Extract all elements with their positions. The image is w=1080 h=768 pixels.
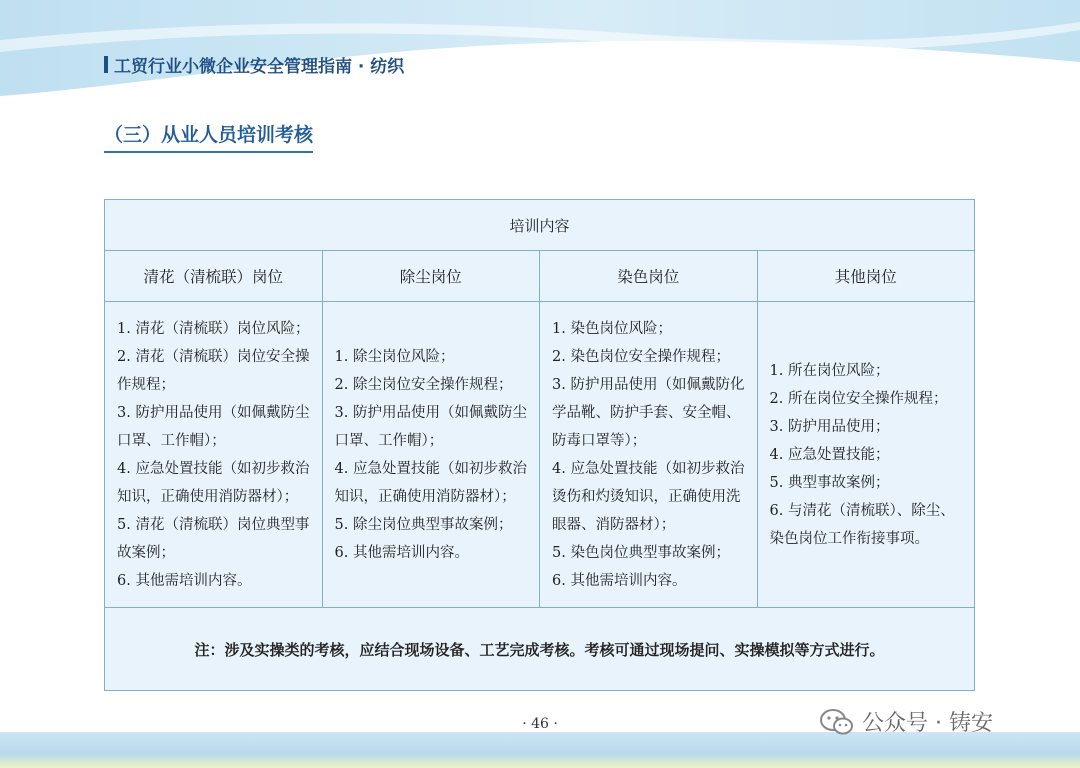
list-item: 3. 防护用品使用（如佩戴防尘口罩、工作帽）； bbox=[117, 404, 310, 449]
list-item: 4. 应急处置技能（如初步救治知识，正确使用消防器材）； bbox=[334, 460, 527, 505]
running-header-title: 工贸行业小微企业安全管理指南 · 纺织 bbox=[114, 57, 405, 77]
list-item: 1. 清花（清梳联）岗位风险； bbox=[117, 320, 310, 337]
column-heading-chuchen: 除尘岗位 bbox=[322, 251, 540, 302]
page-number: · 46 · bbox=[522, 716, 558, 732]
running-header bbox=[104, 52, 404, 77]
item-list bbox=[117, 315, 312, 595]
column-body-chuchen bbox=[322, 302, 540, 608]
training-table bbox=[104, 199, 975, 691]
item-list bbox=[552, 315, 747, 595]
list-item: 2. 清花（清梳联）岗位安全操作规程； bbox=[117, 348, 310, 393]
table-note: 注：涉及实操类的考核，应结合现场设备、工艺完成考核。考核可通过现场提问、实操模拟等方式进行。 bbox=[105, 608, 975, 691]
column-body-qita bbox=[757, 302, 975, 608]
list-item: 5. 除尘岗位典型事故案例； bbox=[334, 516, 513, 533]
table-caption: 培训内容 bbox=[105, 200, 975, 251]
watermark bbox=[820, 706, 993, 737]
section-title: （三）从业人员培训考核 bbox=[104, 120, 313, 153]
list-item: 1. 染色岗位风险； bbox=[552, 320, 672, 337]
item-list bbox=[770, 357, 965, 553]
list-item: 6. 其他需培训内容。 bbox=[117, 572, 252, 589]
column-heading-qinghua: 清花（清梳联）岗位 bbox=[105, 251, 323, 302]
list-item: 5. 染色岗位典型事故案例； bbox=[552, 544, 730, 561]
footer-band-decoration bbox=[0, 732, 1080, 768]
header-bar-mark bbox=[104, 56, 108, 73]
list-item: 3. 防护用品使用（如佩戴防化学品靴、防护手套、安全帽、防毒口罩等）； bbox=[552, 376, 745, 449]
list-item: 4. 应急处置技能（如初步救治烫伤和灼烫知识，正确使用洗眼器、消防器材）； bbox=[552, 460, 745, 533]
list-item: 6. 其他需培训内容。 bbox=[552, 572, 687, 589]
column-body-ranse bbox=[540, 302, 758, 608]
list-item: 6. 其他需培训内容。 bbox=[334, 544, 469, 561]
column-body-qinghua bbox=[105, 302, 323, 608]
list-item: 5. 典型事故案例； bbox=[769, 474, 890, 491]
wechat-icon bbox=[820, 708, 854, 736]
watermark-text: 公众号 · 铸安 bbox=[862, 711, 993, 736]
list-item: 5. 清花（清梳联）岗位典型事故案例； bbox=[117, 516, 310, 561]
column-heading-ranse: 染色岗位 bbox=[540, 251, 758, 302]
list-item: 4. 应急处置技能（如初步救治知识，正确使用消防器材）； bbox=[117, 460, 310, 505]
column-heading-qita: 其他岗位 bbox=[757, 251, 975, 302]
header-wave-decoration bbox=[0, 0, 1080, 100]
list-item: 6. 与清花（清梳联）、除尘、染色岗位工作衔接事项。 bbox=[769, 502, 955, 547]
list-item: 2. 所在岗位安全操作规程； bbox=[769, 390, 948, 407]
list-item: 1. 所在岗位风险； bbox=[769, 362, 890, 379]
list-item: 1. 除尘岗位风险； bbox=[334, 348, 455, 365]
list-item: 2. 染色岗位安全操作规程； bbox=[552, 348, 730, 365]
list-item: 4. 应急处置技能； bbox=[769, 446, 890, 463]
list-item: 3. 防护用品使用（如佩戴防尘口罩、工作帽）； bbox=[334, 404, 527, 449]
list-item: 3. 防护用品使用； bbox=[769, 418, 890, 435]
list-item: 2. 除尘岗位安全操作规程； bbox=[334, 376, 513, 393]
item-list bbox=[335, 343, 530, 567]
